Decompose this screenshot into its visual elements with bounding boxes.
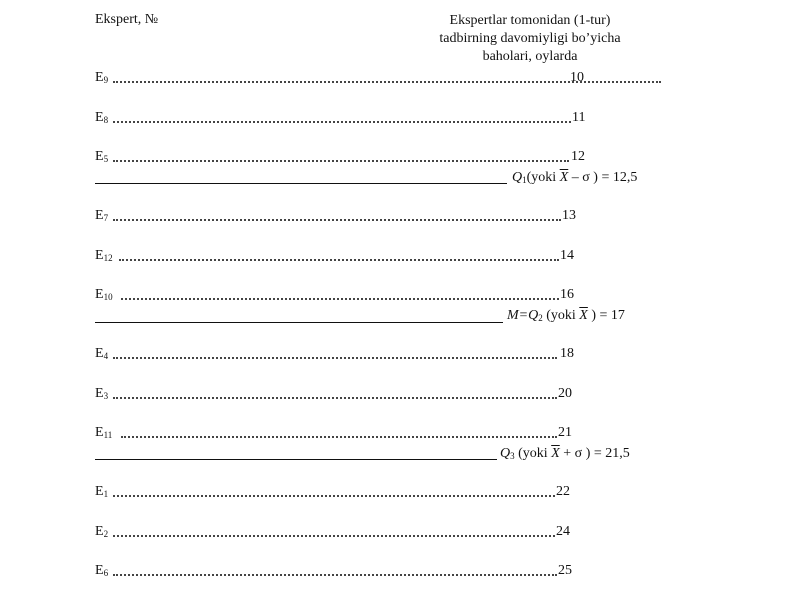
dot-leader — [113, 397, 557, 399]
dot-leader — [113, 219, 561, 221]
expert-estimate: 22 — [556, 484, 570, 499]
dot-leader — [113, 495, 555, 497]
expert-estimate: 10 — [570, 70, 584, 85]
expert-column-header: Ekspert, № — [95, 12, 159, 27]
q2-formula: $M=Q_2$ (yoki $\overline{X}$ ) = 17 — [507, 308, 625, 323]
q1-formula: $Q_1(yoki$ $\overline{X}$ – σ ) = 12,5 — [512, 170, 638, 185]
q1-divider-line — [95, 183, 507, 184]
dot-leader — [113, 160, 569, 162]
expert-estimate: 13 — [562, 208, 576, 223]
expert-label: $E_{10}$ — [95, 287, 113, 302]
expert-label: $E_{11}$ — [95, 425, 113, 440]
estimate-header-line-3: baholari, oylarda — [482, 49, 578, 64]
expert-estimate: 11 — [572, 110, 586, 125]
expert-estimate: 14 — [560, 248, 574, 263]
dot-leader — [119, 259, 559, 261]
dot-leader — [121, 436, 557, 438]
expert-label: $E_5$ — [95, 149, 109, 164]
q2-divider-line — [95, 322, 503, 323]
expert-label: $E_3$ — [95, 386, 109, 401]
dot-leader — [113, 574, 557, 576]
expert-estimate: 20 — [558, 386, 572, 401]
expert-label: $E_9$ — [95, 70, 109, 85]
dot-leader — [121, 298, 559, 300]
estimate-column-header — [400, 12, 660, 66]
expert-label: $E_2$ — [95, 524, 109, 539]
expert-label: $E_{12}$ — [95, 248, 113, 263]
expert-estimate: 24 — [556, 524, 570, 539]
expert-estimate: 25 — [558, 563, 572, 578]
expert-estimate: 12 — [571, 149, 585, 164]
q3-divider-line — [95, 459, 497, 460]
expert-label: $E_4$ — [95, 346, 109, 361]
expert-estimate: 18 — [560, 346, 574, 361]
dot-leader — [113, 535, 555, 537]
expert-label: $E_7$ — [95, 208, 109, 223]
expert-estimate: 16 — [560, 287, 574, 302]
estimate-header-line-2: tadbirning davomiyligi bo’yicha — [439, 31, 621, 46]
expert-label: $E_6$ — [95, 563, 109, 578]
expert-label: $E_8$ — [95, 110, 109, 125]
q3-formula: $Q_3$ (yoki $\overline{X} + \sigma$ ) = 21,5 — [500, 446, 630, 461]
dot-leader — [113, 357, 557, 359]
expert-estimate: 21 — [558, 425, 572, 440]
expert-label: $E_1$ — [95, 484, 109, 499]
estimate-header-line-1: Ekspertlar tomonidan (1-tur) — [449, 13, 611, 28]
dot-leader — [113, 121, 571, 123]
